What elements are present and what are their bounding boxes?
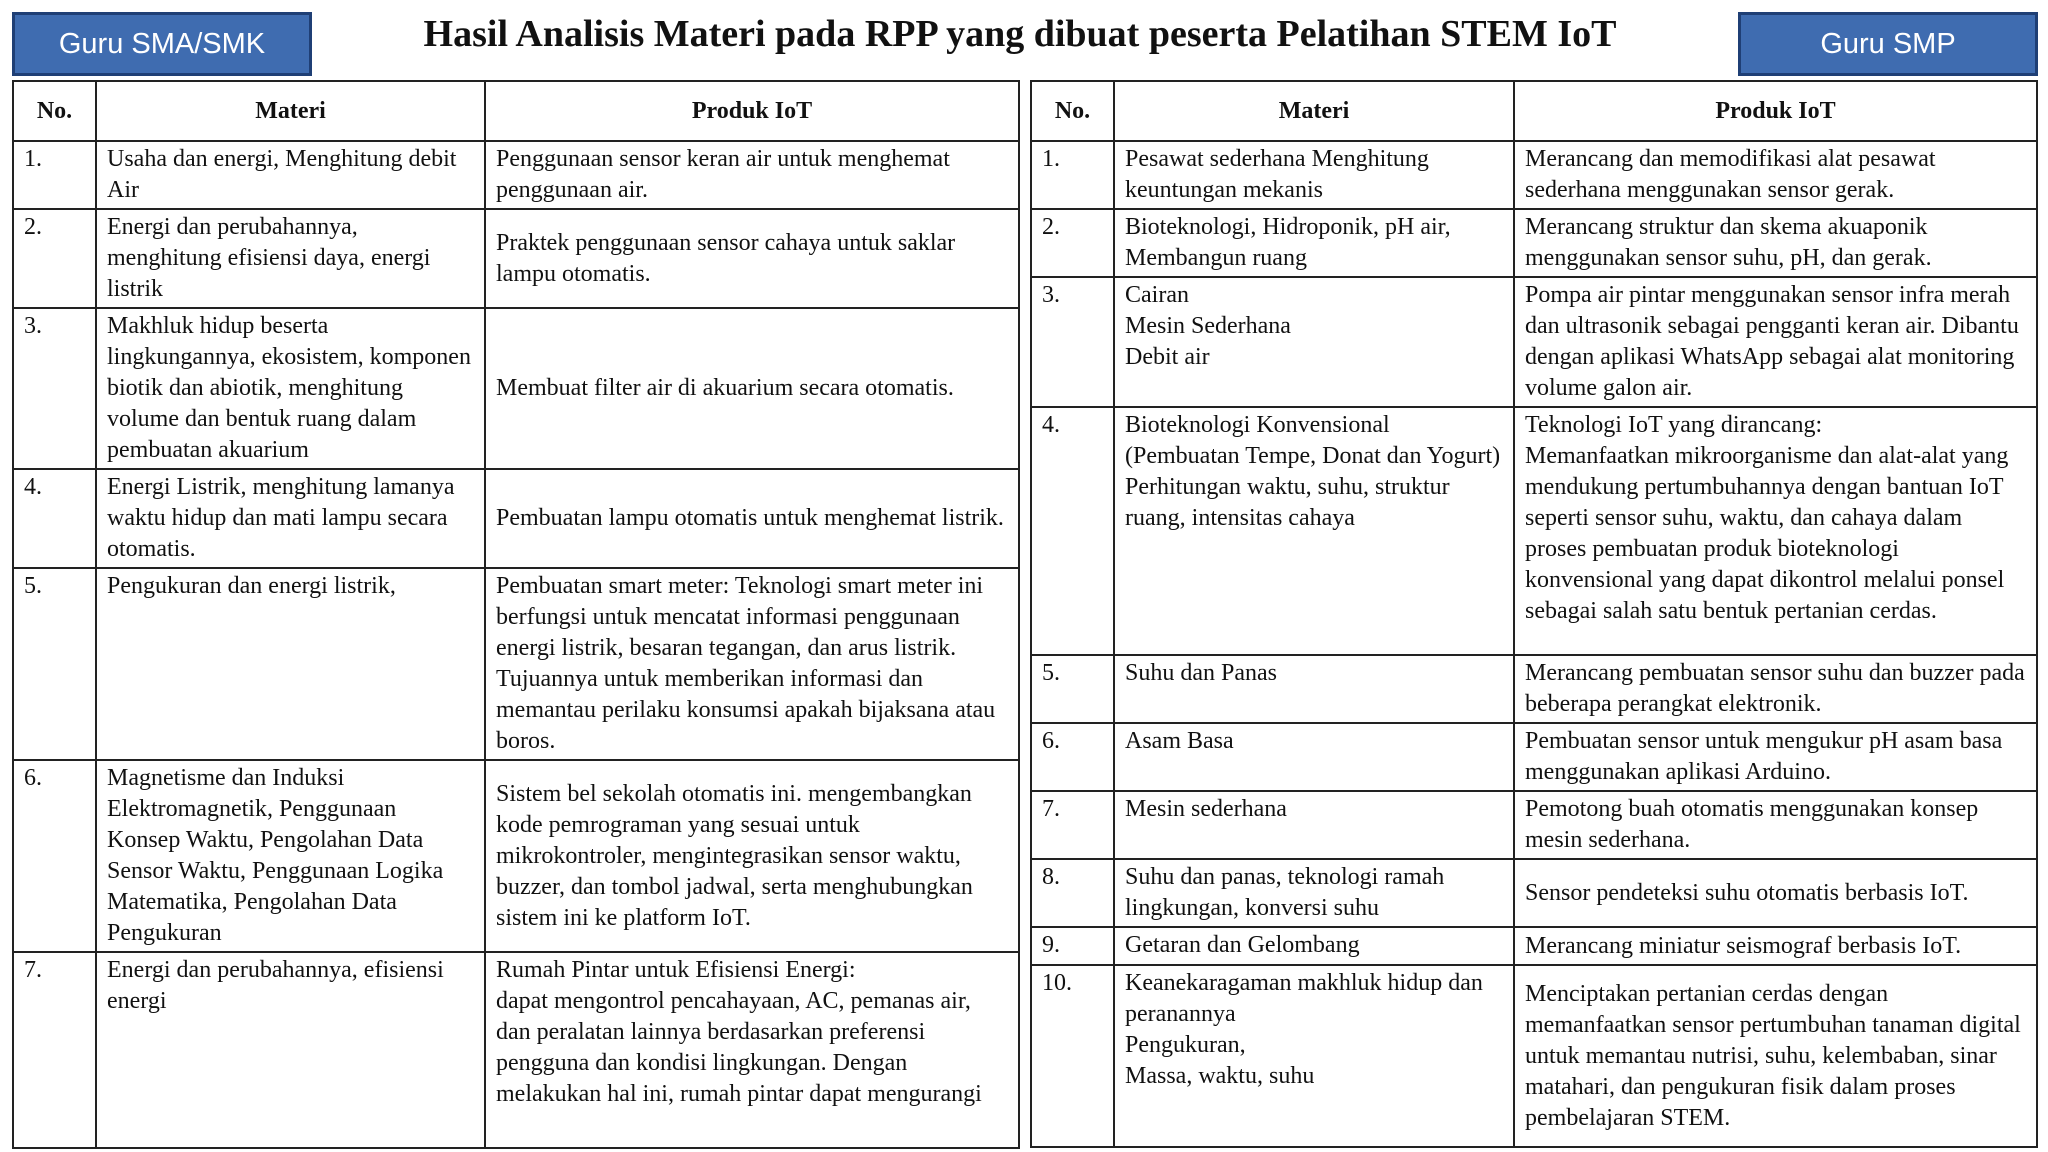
table-row: [1031, 723, 2037, 791]
cell-materi-line: Magnetisme dan Induksi Elektromagnetik, Penggunaan Konsep Waktu, Pengolahan Data Sensor Waktu, Penggunaan Logika Matematika, Pengolahan Data Pengukuran: [107, 765, 444, 946]
cell-materi-line: Mesin Sederhana: [1125, 313, 1291, 339]
table-row: [1031, 791, 2037, 859]
table-row: [1031, 277, 2037, 407]
cell-materi-line: Energi dan perubahannya, menghitung efisiensi daya, energi listrik: [107, 214, 431, 302]
cell-materi-line: Suhu dan panas, teknologi ramah lingkungan, konversi suhu: [1125, 864, 1445, 921]
cell-materi-line: Keanekaragaman makhluk hidup dan peranannya: [1125, 970, 1483, 1027]
cell-produk-iot: [485, 469, 1019, 568]
cell-produk-iot-line: Merancang struktur dan skema akuaponik menggunakan sensor suhu, pH, dan gerak.: [1525, 214, 1932, 271]
cell-produk-iot-line: Penggunaan sensor keran air untuk menghemat penggunaan air.: [496, 146, 950, 203]
table-header-row: [1031, 81, 2037, 141]
cell-materi: [96, 952, 485, 1148]
cell-produk-iot: [1514, 791, 2037, 859]
cell-produk-iot-line: Praktek penggunaan sensor cahaya untuk saklar lampu otomatis.: [496, 229, 956, 287]
cell-materi: [1114, 965, 1514, 1147]
cell-produk-iot: [485, 952, 1019, 1148]
cell-materi-line: Asam Basa: [1125, 728, 1234, 754]
cell-produk-iot-line: Merancang pembuatan sensor suhu dan buzzer pada beberapa perangkat elektronik.: [1525, 660, 2025, 717]
cell-produk-iot-line: Pemotong buah otomatis menggunakan konsep mesin sederhana.: [1525, 796, 1979, 853]
cell-no: 5.: [1031, 655, 1114, 723]
page-title: Hasil Analisis Materi pada RPP yang dibuat peserta Pelatihan STEM IoT: [423, 13, 1617, 55]
table-guru-smp: [1030, 80, 2038, 1148]
label-guru-sma-smk: Guru SMA/SMK: [12, 12, 312, 76]
cell-produk-iot-line: Pompa air pintar menggunakan sensor infra merah dan ultrasonik sebagai pengganti keran air. Dibantu dengan aplikasi WhatsApp sebagai alat monitoring volume galon air.: [1525, 282, 2019, 401]
header-produk-iot: Produk IoT: [485, 81, 1019, 141]
cell-produk-iot: [1514, 723, 2037, 791]
cell-no: 2.: [13, 209, 96, 308]
table-row: [1031, 655, 2037, 723]
cell-materi-line: Energi Listrik, menghitung lamanya waktu hidup dan mati lampu secara otomatis.: [107, 474, 455, 562]
cell-no: 1.: [13, 141, 96, 209]
table-row: [1031, 141, 2037, 209]
table-guru-sma-smk: [12, 80, 1020, 1149]
cell-produk-iot: [1514, 927, 2037, 965]
header-no: No.: [13, 81, 96, 141]
cell-produk-iot-line: Membuat filter air di akuarium secara otomatis.: [496, 375, 954, 401]
header-produk-iot: Produk IoT: [1514, 81, 2037, 141]
cell-no: 10.: [1031, 965, 1114, 1147]
cell-materi: [1114, 277, 1514, 407]
cell-materi-line: Massa, waktu, suhu: [1125, 1063, 1315, 1089]
cell-materi-line: Debit air: [1125, 344, 1210, 370]
table-row: [13, 760, 1019, 952]
cell-materi-line: Pesawat sederhana Menghitung keuntungan mekanis: [1125, 146, 1429, 203]
cell-produk-iot: [1514, 141, 2037, 209]
table-row: [13, 308, 1019, 469]
cell-produk-iot: [1514, 209, 2037, 277]
cell-materi-line: Bioteknologi, Hidroponik, pH air, Membangun ruang: [1125, 214, 1451, 271]
cell-materi: [96, 141, 485, 209]
table-row: [13, 209, 1019, 308]
cell-produk-iot-line: Sistem bel sekolah otomatis ini. mengembangkan kode pemrograman yang sesuai untuk mikrokontroler, mengintegrasikan sensor waktu, buzzer, dan tombol jadwal, serta menghubungkan sistem ini ke platform IoT.: [496, 780, 973, 931]
cell-materi: [1114, 859, 1514, 927]
cell-produk-iot: [485, 141, 1019, 209]
cell-materi-line: Suhu dan Panas: [1125, 660, 1277, 686]
cell-produk-iot-line: Pembuatan smart meter: Teknologi smart meter ini berfungsi untuk mencatat informasi penggunaan energi listrik, besaran tegangan, dan arus listrik. Tujuannya untuk memberikan informasi dan memantau perilaku konsumsi apakah bijaksana atau boros.: [496, 573, 996, 754]
header-no: No.: [1031, 81, 1114, 141]
cell-produk-iot: [1514, 965, 2037, 1147]
cell-materi-line: Makhluk hidup beserta lingkungannya, ekosistem, komponen biotik dan abiotik, menghitung volume dan bentuk ruang dalam pembuatan akuarium: [107, 313, 471, 463]
cell-materi: [1114, 723, 1514, 791]
cell-materi-line: Usaha dan energi, Menghitung debit Air: [107, 146, 457, 203]
cell-materi-line: Bioteknologi Konvensional (Pembuatan Tempe, Donat dan Yogurt): [1125, 412, 1501, 469]
cell-produk-iot-line: Merancang miniatur seismograf berbasis IoT.: [1525, 932, 1962, 959]
cell-no: 2.: [1031, 209, 1114, 277]
cell-no: 4.: [1031, 407, 1114, 655]
cell-materi-line: Mesin sederhana: [1125, 796, 1287, 822]
cell-materi: [96, 308, 485, 469]
table-row: [1031, 927, 2037, 965]
cell-materi-line: Pengukuran,: [1125, 1032, 1246, 1058]
cell-materi-line: Pengukuran dan energi listrik,: [107, 573, 396, 599]
cell-produk-iot-line: Rumah Pintar untuk Efisiensi Energi:: [496, 957, 856, 983]
cell-materi-line: Perhitungan waktu, suhu, struktur ruang, intensitas cahaya: [1125, 474, 1450, 531]
cell-materi-line: Energi dan perubahannya, efisiensi energi: [107, 957, 444, 1014]
cell-produk-iot-line: Pembuatan lampu otomatis untuk menghemat listrik.: [496, 505, 1004, 531]
cell-materi: [1114, 791, 1514, 859]
header-materi: Materi: [1114, 81, 1514, 141]
table-row: [13, 568, 1019, 760]
cell-no: 5.: [13, 568, 96, 760]
cell-materi: [1114, 927, 1514, 965]
table-row: [13, 469, 1019, 568]
cell-produk-iot: [1514, 859, 2037, 927]
cell-produk-iot-line: Pembuatan sensor untuk mengukur pH asam basa menggunakan aplikasi Arduino.: [1525, 728, 2003, 785]
table-row: [13, 141, 1019, 209]
table-header-row: [13, 81, 1019, 141]
cell-produk-iot: [485, 760, 1019, 952]
header-materi: Materi: [96, 81, 485, 141]
table-row: [1031, 209, 2037, 277]
table-row: [1031, 859, 2037, 927]
table-row: [1031, 965, 2037, 1147]
cell-materi-line: Getaran dan Gelombang: [1125, 932, 1360, 958]
cell-produk-iot: [485, 209, 1019, 308]
cell-materi: [96, 568, 485, 760]
cell-produk-iot-line: Menciptakan pertanian cerdas dengan memanfaatkan sensor pertumbuhan tanaman digital untuk memantau nutrisi, suhu, kelembaban, sinar matahari, dan pengukuran fisik dalam proses pembelajaran STEM.: [1525, 980, 2021, 1131]
cell-no: 8.: [1031, 859, 1114, 927]
cell-no: 7.: [13, 952, 96, 1148]
cell-no: 3.: [13, 308, 96, 469]
cell-materi: [96, 760, 485, 952]
cell-materi-line: Cairan: [1125, 282, 1189, 308]
cell-produk-iot: [1514, 407, 2037, 655]
cell-no: 9.: [1031, 927, 1114, 965]
table-row: [1031, 407, 2037, 655]
table-row: [13, 952, 1019, 1148]
cell-produk-iot: [1514, 655, 2037, 723]
cell-produk-iot: [485, 308, 1019, 469]
cell-produk-iot-line: Memanfaatkan mikroorganisme dan alat-alat yang mendukung pertumbuhannya dengan bantuan IoT seperti sensor suhu, waktu, dan cahaya dalam proses pembuatan produk bioteknologi konvensional yang dapat dikontrol melalui ponsel sebagai salah satu bentuk pertanian cerdas.: [1525, 443, 2009, 624]
cell-produk-iot-line: Sensor pendeteksi suhu otomatis berbasis IoT.: [1525, 879, 1969, 906]
cell-materi: [96, 209, 485, 308]
cell-no: 6.: [1031, 723, 1114, 791]
cell-produk-iot-line: dapat mengontrol pencahayaan, AC, pemanas air, dan peralatan lainnya berdasarkan preferensi pengguna dan kondisi lingkungan. Dengan melakukan hal ini, rumah pintar dapat mengurangi: [496, 988, 982, 1107]
cell-materi: [96, 469, 485, 568]
cell-produk-iot: [1514, 277, 2037, 407]
cell-produk-iot-line: Teknologi IoT yang dirancang:: [1525, 412, 1823, 438]
cell-materi: [1114, 655, 1514, 723]
cell-produk-iot: [485, 568, 1019, 760]
cell-no: 1.: [1031, 141, 1114, 209]
cell-no: 6.: [13, 760, 96, 952]
label-guru-smp: Guru SMP: [1738, 12, 2038, 76]
cell-materi: [1114, 141, 1514, 209]
cell-materi: [1114, 209, 1514, 277]
cell-no: 7.: [1031, 791, 1114, 859]
cell-materi: [1114, 407, 1514, 655]
cell-no: 3.: [1031, 277, 1114, 407]
cell-no: 4.: [13, 469, 96, 568]
cell-produk-iot-line: Merancang dan memodifikasi alat pesawat sederhana menggunakan sensor gerak.: [1525, 146, 1936, 203]
